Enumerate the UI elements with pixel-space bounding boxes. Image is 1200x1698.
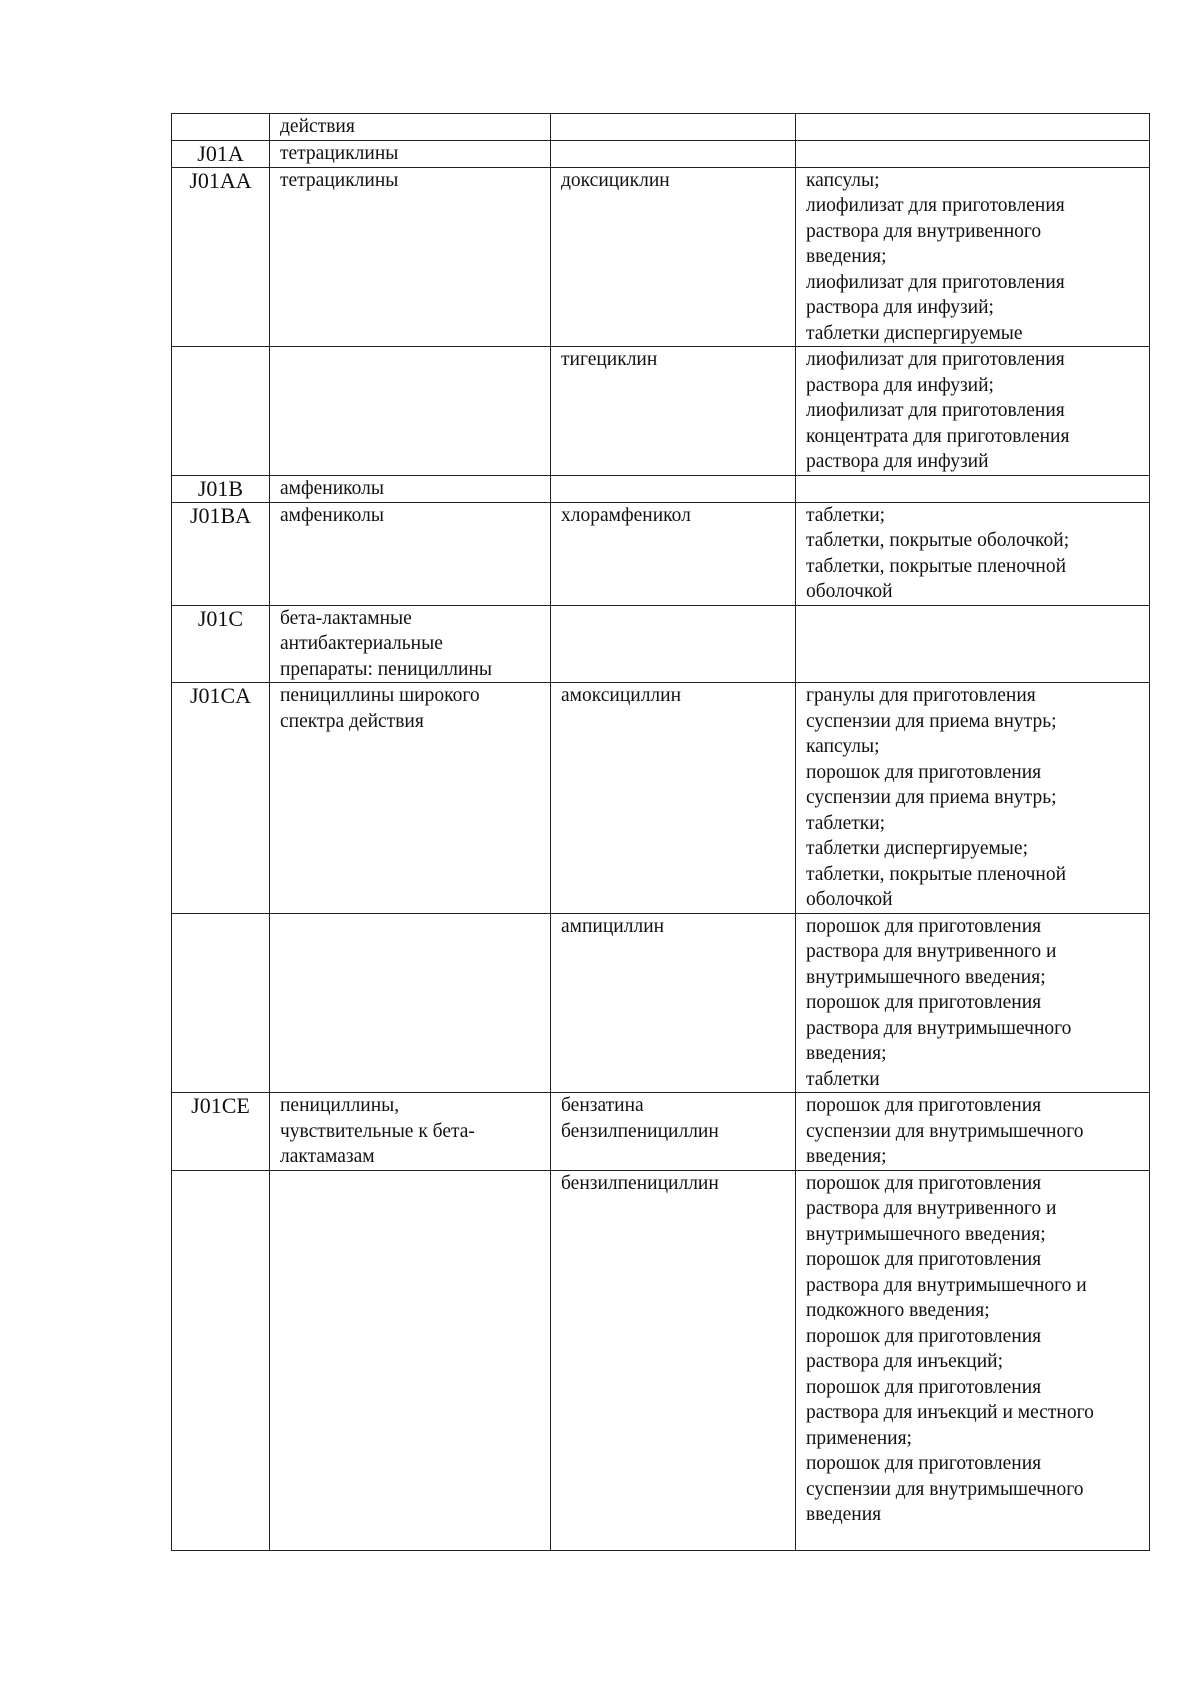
atc-code-cell: J01C <box>172 605 270 683</box>
dosage-forms-line: внутримышечного введения; <box>806 1223 1046 1245</box>
atc-group-line: действия <box>280 116 355 137</box>
dosage-forms-cell <box>796 605 1150 683</box>
atc-group-line: тетрациклины <box>280 169 399 191</box>
dosage-forms-cell <box>796 347 1150 476</box>
dosage-forms-line: подкожного введения; <box>806 1300 990 1321</box>
table-row <box>172 140 1150 167</box>
atc-group-line: пенициллины, <box>280 1095 400 1116</box>
dosage-forms-line: таблетки, покрытые оболочкой; <box>806 530 1070 551</box>
dosage-forms-line: раствора для внутривенного и <box>806 941 1057 962</box>
dosage-forms-line: внутримышечного введения; <box>806 966 1046 988</box>
atc-group-cell <box>270 167 551 347</box>
atc-code-cell <box>172 1170 270 1550</box>
drug-name-cell <box>551 1170 796 1550</box>
drug-name-line: хлорамфеникол <box>561 504 691 526</box>
drug-name-line: бензилпенициллин <box>561 1172 719 1194</box>
atc-code-cell: J01A <box>172 140 270 167</box>
atc-group-line: препараты: пенициллины <box>280 658 493 680</box>
dosage-forms-line: введения; <box>806 1146 887 1167</box>
dosage-forms-line: раствора для внутривенного и <box>806 1198 1057 1219</box>
dosage-forms-line: суспензии для внутримышечного <box>806 1478 1084 1500</box>
atc-code-cell: J01B <box>172 475 270 502</box>
drug-name-cell <box>551 475 796 502</box>
dosage-forms-line: суспензии для приема внутрь; <box>806 787 1057 808</box>
atc-group-cell <box>270 1093 551 1171</box>
atc-group-line: чувствительные к бета- <box>280 1120 475 1142</box>
dosage-forms-line: капсулы; <box>806 169 880 191</box>
atc-group-cell <box>270 114 551 141</box>
dosage-forms-line: лиофилизат для приготовления <box>806 195 1065 216</box>
table-row <box>172 605 1150 683</box>
atc-group-cell <box>270 347 551 476</box>
dosage-forms-line: таблетки; <box>806 812 886 834</box>
dosage-forms-line: раствора для внутримышечного и <box>806 1274 1087 1296</box>
atc-group-cell <box>270 140 551 167</box>
dosage-forms-line: применения; <box>806 1427 912 1449</box>
drug-name-cell <box>551 1093 796 1171</box>
atc-group-cell <box>270 475 551 502</box>
dosage-forms-line: концентрата для приготовления <box>806 425 1070 447</box>
table-row <box>172 683 1150 914</box>
atc-code-cell: J01AA <box>172 167 270 347</box>
dosage-forms-line: введения; <box>806 246 887 267</box>
dosage-forms-line: раствора для внутримышечного <box>806 1017 1072 1039</box>
atc-code-cell <box>172 913 270 1093</box>
dosage-forms-cell <box>796 114 1150 141</box>
drug-name-line: ампициллин <box>561 915 665 937</box>
dosage-forms-line: таблетки, покрытые пленочной <box>806 555 1067 577</box>
table-row <box>172 913 1150 1093</box>
dosage-forms-line: порошок для приготовления <box>806 1249 1042 1270</box>
table-row <box>172 1093 1150 1171</box>
dosage-forms-line: раствора для инфузий; <box>806 297 994 318</box>
dosage-forms-line: капсулы; <box>806 736 880 757</box>
atc-group-line: пенициллины широкого <box>280 685 480 706</box>
dosage-forms-cell <box>796 1170 1150 1550</box>
dosage-forms-line: раствора для инъекций; <box>806 1351 1003 1372</box>
dosage-forms-line: таблетки, покрытые пленочной <box>806 863 1067 885</box>
dosage-forms-line: порошок для приготовления <box>806 761 1042 783</box>
dosage-forms-line: гранулы для приготовления <box>806 685 1036 706</box>
dosage-forms-cell <box>796 502 1150 605</box>
dosage-forms-line: порошок для приготовления <box>806 1325 1042 1347</box>
drug-name-cell <box>551 114 796 141</box>
table-row <box>172 114 1150 141</box>
atc-group-line: антибактериальные <box>280 633 443 654</box>
dosage-forms-line: порошок для приготовления <box>806 1172 1042 1194</box>
dosage-forms-line: суспензии для внутримышечного <box>806 1120 1084 1142</box>
dosage-forms-line: оболочкой <box>806 889 893 910</box>
dosage-forms-line: суспензии для приема внутрь; <box>806 710 1057 732</box>
dosage-forms-cell <box>796 475 1150 502</box>
atc-group-cell <box>270 683 551 914</box>
dosage-forms-line: порошок для приготовления <box>806 1453 1042 1474</box>
drug-name-line: доксициклин <box>561 169 670 191</box>
atc-group-cell <box>270 502 551 605</box>
dosage-forms-line: раствора для инфузий <box>806 451 989 472</box>
atc-code-cell: J01CE <box>172 1093 270 1171</box>
table-row <box>172 502 1150 605</box>
dosage-forms-line: лиофилизат для приготовления <box>806 400 1065 421</box>
dosage-forms-line: оболочкой <box>806 581 893 602</box>
dosage-forms-line: порошок для приготовления <box>806 1376 1042 1398</box>
drug-name-cell <box>551 347 796 476</box>
drug-name-cell <box>551 502 796 605</box>
dosage-forms-line: раствора для инъекций и местного <box>806 1402 1094 1423</box>
dosage-forms-cell <box>796 140 1150 167</box>
dosage-forms-cell <box>796 1093 1150 1171</box>
dosage-forms-line: лиофилизат для приготовления <box>806 349 1065 370</box>
atc-code-cell <box>172 114 270 141</box>
atc-group-line: спектра действия <box>280 710 424 732</box>
atc-group-line: бета-лактамные <box>280 607 412 629</box>
drug-name-line: тигециклин <box>561 349 658 370</box>
atc-code-cell: J01BA <box>172 502 270 605</box>
atc-code-cell: J01CA <box>172 683 270 914</box>
atc-group-line: лактамазам <box>280 1146 375 1167</box>
drug-name-cell <box>551 683 796 914</box>
dosage-forms-line: лиофилизат для приготовления <box>806 271 1065 293</box>
dosage-forms-line: введения; <box>806 1043 887 1064</box>
dosage-forms-cell <box>796 167 1150 347</box>
dosage-forms-line: порошок для приготовления <box>806 992 1042 1013</box>
dosage-forms-line: таблетки диспергируемые <box>806 322 1023 344</box>
dosage-forms-line: раствора для инфузий; <box>806 374 994 396</box>
dosage-forms-line: таблетки <box>806 1068 880 1090</box>
drug-table-body <box>172 114 1150 1551</box>
atc-group-line: амфениколы <box>280 504 384 526</box>
atc-group-line: амфениколы <box>280 477 384 499</box>
dosage-forms-line: введения <box>806 1504 882 1525</box>
drug-name-line: амоксициллин <box>561 685 682 706</box>
dosage-forms-line: раствора для внутривенного <box>806 220 1042 242</box>
dosage-forms-line: порошок для приготовления <box>806 915 1042 937</box>
atc-group-cell <box>270 605 551 683</box>
drug-name-line: бензатина <box>561 1095 644 1116</box>
drug-name-cell <box>551 605 796 683</box>
table-row <box>172 347 1150 476</box>
drug-name-line: бензилпенициллин <box>561 1120 719 1142</box>
table-row <box>172 475 1150 502</box>
dosage-forms-cell <box>796 913 1150 1093</box>
drug-name-cell <box>551 140 796 167</box>
table-row <box>172 167 1150 347</box>
table-row <box>172 1170 1150 1550</box>
dosage-forms-line: таблетки диспергируемые; <box>806 838 1028 859</box>
atc-group-cell <box>270 913 551 1093</box>
dosage-forms-line: порошок для приготовления <box>806 1095 1042 1116</box>
drug-name-cell <box>551 167 796 347</box>
atc-code-cell <box>172 347 270 476</box>
drug-table <box>171 113 1150 1551</box>
drug-name-cell <box>551 913 796 1093</box>
dosage-forms-cell <box>796 683 1150 914</box>
atc-group-cell <box>270 1170 551 1550</box>
atc-group-line: тетрациклины <box>280 142 399 164</box>
dosage-forms-line: таблетки; <box>806 504 886 526</box>
